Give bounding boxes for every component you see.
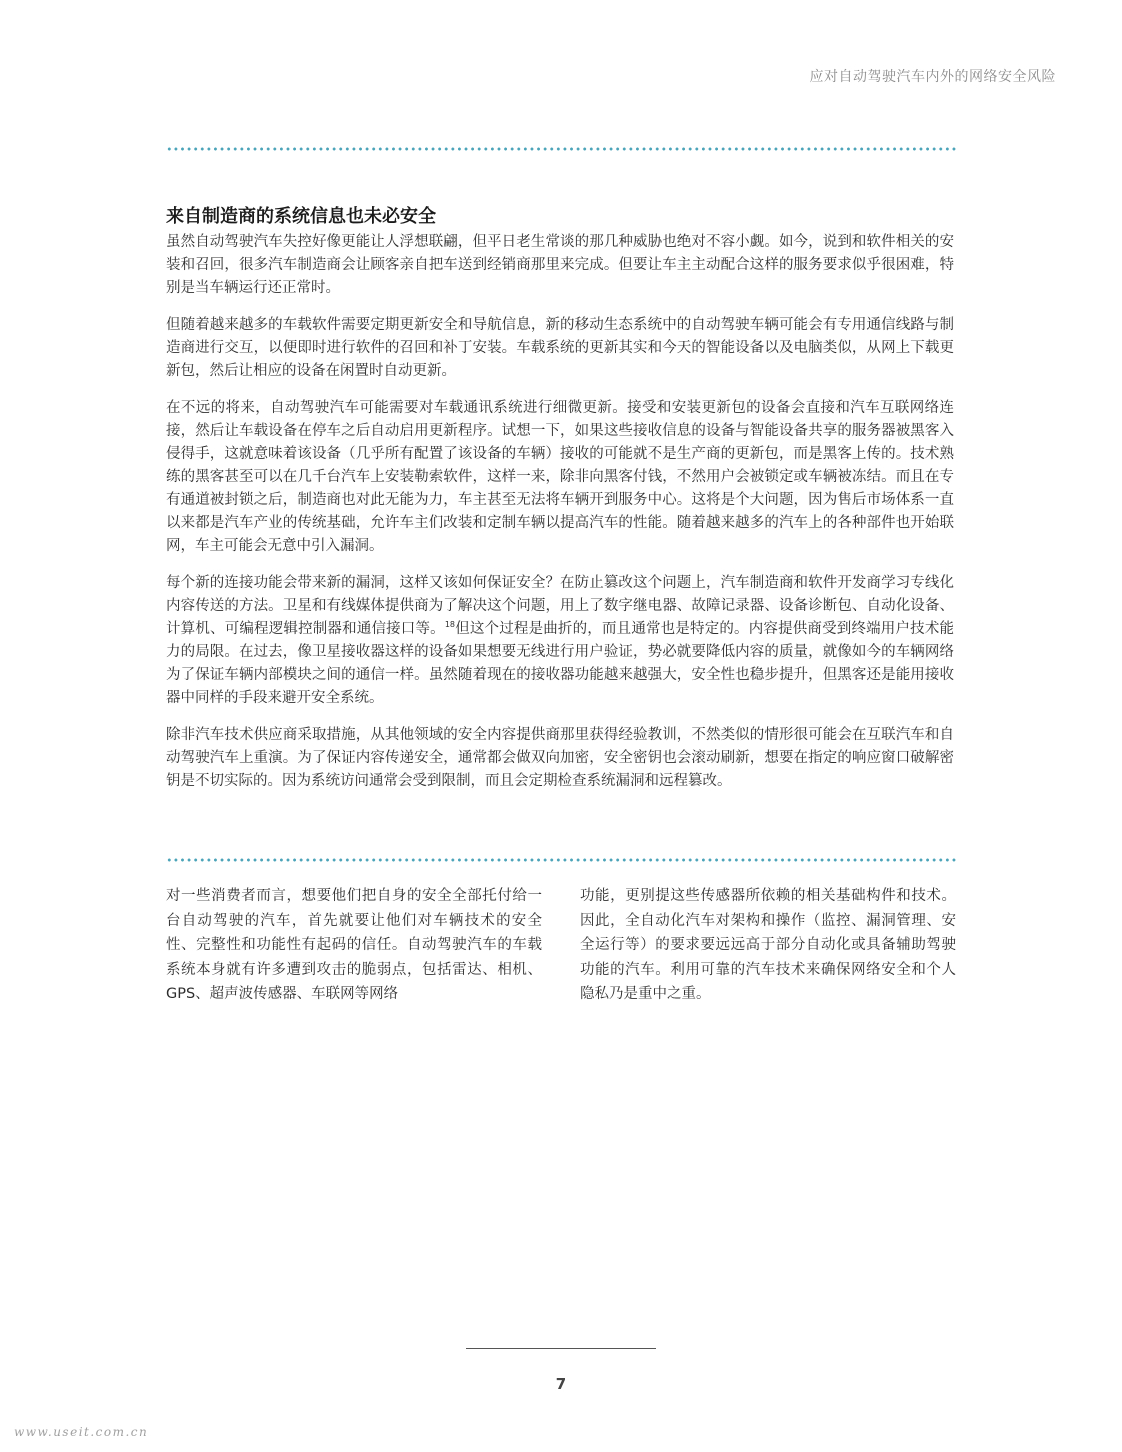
- footnote-ref[interactable]: 18: [444, 620, 456, 630]
- running-header: 应对自动驾驶汽车内外的网络安全风险: [809, 69, 1056, 85]
- column-left: 对一些消费者而言，想要他们把自身的安全全部托付给一台自动驾驶的汽车，首先就要让他们对车辆技术的安全性、完整性和功能性有起码的信任。自动驾驶汽车的车载系统本身就有许多遭到攻击的脆弱点，包括雷达、相机、GPS、超声波传感器、车联网等网络: [166, 888, 542, 1002]
- two-column-section: [166, 884, 956, 1007]
- watermark: www.useit.com.cn: [14, 1425, 149, 1439]
- column-right: 功能，更别提这些传感器所依赖的相关基础构件和技术。因此，全自动化汽车对架构和操作（监控、漏洞管理、安全运行等）的要求要远远高于部分自动化或具备辅助驾驶功能的汽车。利用可靠的汽车技术来确保网络安全和个人隐私乃是重中之重。: [580, 888, 956, 1002]
- paragraph: 但随着越来越多的车载软件需要定期更新安全和导航信息，新的移动生态系统中的自动驾驶车辆可能会有专用通信线路与制造商进行交互，以便即时进行软件的召回和补丁安装。车载系统的更新其实和今天的智能设备以及电脑类似，从网上下载更新包，然后让相应的设备在闲置时自动更新。: [166, 317, 954, 379]
- paragraph: 除非汽车技术供应商采取措施，从其他领域的安全内容提供商那里获得经验教训，不然类似的情形很可能会在互联汽车和自动驾驶汽车上重演。为了保证内容传递安全，通常都会做双向加密，安全密钥也会滚动刷新，想要在指定的响应窗口破解密钥是不切实际的。因为系统访问通常会受到限制，而且会定期检查系统漏洞和远程篡改。: [166, 727, 954, 789]
- footer-rule: [466, 1348, 656, 1349]
- paragraph: 在不远的将来，自动驾驶汽车可能需要对车载通讯系统进行细微更新。接受和安装更新包的设备会直接和汽车互联网络连接，然后让车载设备在停车之后自动启用更新程序。试想一下，如果这些接收信息的设备与智能设备共享的服务器被黑客入侵得手，这就意味着该设备（几乎所有配置了该设备的车辆）接收的可能就不是生产商的更新包，而是黑客上传的。技术熟练的黑客甚至可以在几千台汽车上安装勒索软件，这样一来，除非向黑客付钱，不然用户会被锁定或车辆被冻结。而且在专有通道被封锁之后，制造商也对此无能为力，车主甚至无法将车辆开到服务中心。这将是个大问题，因为售后市场体系一直以来都是汽车产业的传统基础，允许车主们改装和定制车辆以提高汽车的性能。随着越来越多的汽车上的各种部件也开始联网，车主可能会无意中引入漏洞。: [166, 400, 954, 554]
- paragraph-text: 但这个过程是曲折的，而且通常也是特定的。内容提供商受到终端用户技术能力的局限。在过去，像卫星接收器这样的设备如果想要无线进行用户验证，势必就要降低内容的质量，就像如今的车辆网络为了保证车辆内部模块之间的通信一样。虽然随着现在的接收器功能越来越强大，安全性也稳步提升，但黑客还是能用接收器中同样的手段来避开安全系统。: [166, 621, 955, 706]
- body-text: [166, 231, 954, 807]
- section-title: 来自制造商的系统信息也未必安全: [166, 206, 436, 227]
- paragraph: [166, 572, 954, 710]
- dotted-divider-middle: [166, 858, 956, 862]
- dotted-divider-top: [166, 147, 956, 151]
- paragraph: 虽然自动驾驶汽车失控好像更能让人浮想联翩，但平日老生常谈的那几种威胁也绝对不容小觑。如今，说到和软件相关的安装和召回，很多汽车制造商会让顾客亲自把车送到经销商那里来完成。但要让车主主动配合这样的服务要求似乎很困难，特别是当车辆运行还正常时。: [166, 234, 954, 296]
- page-number: 7: [555, 1375, 567, 1393]
- paragraph-text: 每个新的连接功能会带来新的漏洞，这样又该如何保证安全？在防止篡改这个问题上，汽车制造商和软件开发商学习专线化内容传送的方法。卫星和有线媒体提供商为了解决这个问题，用上了数字继电器、故障记录器、设备诊断包、自动化设备、计算机、可编程逻辑控制器和通信接口等。: [166, 575, 954, 637]
